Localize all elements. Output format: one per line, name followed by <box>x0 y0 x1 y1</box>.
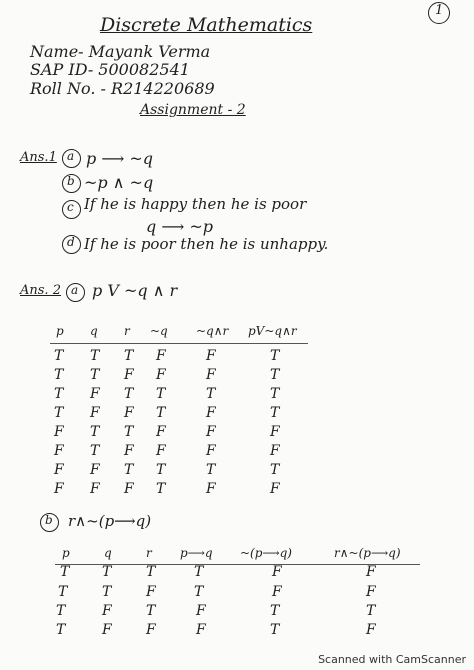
table-row <box>0 481 474 497</box>
table-cell: T <box>54 386 64 402</box>
table-cell: T <box>54 405 64 421</box>
table-cell: F <box>124 367 134 383</box>
header-cell: q <box>104 546 112 560</box>
table-row <box>0 386 474 402</box>
table-cell: F <box>156 348 166 364</box>
table-row <box>0 564 474 580</box>
table-cell: T <box>206 462 216 478</box>
sap-id: SAP ID- 500082541 <box>30 60 190 79</box>
table-cell: F <box>124 443 134 459</box>
table-cell: T <box>90 424 100 440</box>
table-row <box>0 405 474 421</box>
table-cell: T <box>146 564 156 580</box>
table-cell: T <box>270 603 280 619</box>
table-cell: F <box>102 622 112 638</box>
table-cell: T <box>270 462 280 478</box>
header-cell: r∧~(p⟶q) <box>334 546 401 560</box>
header-cell: p <box>62 546 70 560</box>
table-cell: F <box>366 584 376 600</box>
header-cell: q <box>90 324 98 338</box>
table-cell: F <box>206 405 216 421</box>
table-cell: F <box>366 622 376 638</box>
table-cell: F <box>196 603 206 619</box>
header-cell: r <box>124 324 130 338</box>
table-cell: F <box>124 481 134 497</box>
table-cell: F <box>156 367 166 383</box>
answer1-label: Ans.1 <box>20 150 57 165</box>
ans2-part-a-mark: a <box>71 283 79 297</box>
answer1-part-c: If he is happy then he is poor <box>84 195 307 213</box>
table-cell: F <box>270 443 280 459</box>
table-row <box>0 584 474 600</box>
table-a-header <box>0 324 474 340</box>
header-cell: pV~q∧r <box>248 324 297 338</box>
table-cell: T <box>194 564 204 580</box>
table-cell: F <box>206 348 216 364</box>
table-cell: T <box>270 405 280 421</box>
answer1-part-a: p ⟶ ~q <box>86 149 153 168</box>
table-cell: F <box>124 405 134 421</box>
table-cell: T <box>194 584 204 600</box>
table-cell: F <box>272 584 282 600</box>
table-cell: F <box>90 405 100 421</box>
header-cell: ~q <box>150 324 168 338</box>
table-b-header <box>0 546 474 562</box>
table-cell: T <box>124 386 134 402</box>
answer1-part-b: ~p ∧ ~q <box>84 173 154 192</box>
header-cell: ~(p⟶q) <box>240 546 292 560</box>
table-cell: F <box>156 424 166 440</box>
table-cell: F <box>156 443 166 459</box>
table-cell: F <box>366 564 376 580</box>
table-cell: F <box>206 481 216 497</box>
table-cell: F <box>206 424 216 440</box>
table-cell: T <box>54 348 64 364</box>
table-cell: T <box>56 622 66 638</box>
part-b-expression: r∧~(p⟶q) <box>68 512 152 530</box>
table-cell: T <box>270 622 280 638</box>
answer1-contrapositive: q ⟶ ~p <box>146 217 213 236</box>
part-a-mark: a <box>67 149 75 163</box>
table-cell: F <box>272 564 282 580</box>
table-cell: T <box>156 405 166 421</box>
table-cell: T <box>90 443 100 459</box>
header-cell: r <box>146 546 152 560</box>
table-cell: F <box>146 584 156 600</box>
table-cell: T <box>146 603 156 619</box>
table-row <box>0 603 474 619</box>
part-b-mark: b <box>67 174 75 188</box>
table-cell: T <box>270 367 280 383</box>
scanner-watermark: Scanned with CamScanner <box>318 653 466 666</box>
table-cell: T <box>58 584 68 600</box>
table-row <box>0 443 474 459</box>
part-d-mark: d <box>67 235 75 249</box>
table-cell: F <box>270 481 280 497</box>
table-row <box>0 622 474 638</box>
table-cell: F <box>270 424 280 440</box>
table-cell: T <box>102 584 112 600</box>
table-a-header-rule <box>50 343 308 344</box>
table-cell: T <box>60 564 70 580</box>
table-cell: T <box>156 481 166 497</box>
table-cell: F <box>54 481 64 497</box>
header-cell: p <box>56 324 64 338</box>
table-cell: T <box>102 564 112 580</box>
ans2-part-b-mark: b <box>45 513 53 527</box>
table-cell: T <box>124 348 134 364</box>
table-cell: T <box>54 367 64 383</box>
table-cell: T <box>156 386 166 402</box>
table-cell: F <box>146 622 156 638</box>
table-cell: T <box>56 603 66 619</box>
table-cell: F <box>54 443 64 459</box>
table-cell: F <box>196 622 206 638</box>
table-cell: T <box>90 348 100 364</box>
table-cell: T <box>366 603 376 619</box>
header-cell: p⟶q <box>180 546 213 560</box>
table-cell: F <box>102 603 112 619</box>
table-cell: F <box>90 386 100 402</box>
roll-number: Roll No. - R214220689 <box>30 79 215 98</box>
table-cell: F <box>54 462 64 478</box>
answer1-part-d: If he is poor then he is unhappy. <box>84 235 329 253</box>
part-a-expression: p V ~q ∧ r <box>92 281 178 300</box>
table-row <box>0 424 474 440</box>
table-cell: T <box>124 462 134 478</box>
table-cell: F <box>90 481 100 497</box>
table-cell: F <box>54 424 64 440</box>
part-c-mark: c <box>67 200 74 214</box>
table-cell: T <box>90 367 100 383</box>
header-cell: ~q∧r <box>196 324 229 338</box>
table-row <box>0 348 474 364</box>
table-cell: T <box>270 348 280 364</box>
table-cell: T <box>270 386 280 402</box>
table-row <box>0 462 474 478</box>
table-cell: F <box>206 367 216 383</box>
table-cell: T <box>156 462 166 478</box>
page-title: Discrete Mathematics <box>100 14 313 36</box>
answer2-label: Ans. 2 <box>20 283 61 298</box>
table-cell: F <box>90 462 100 478</box>
page-number: 1 <box>435 3 444 18</box>
student-name: Name- Mayank Verma <box>30 42 211 61</box>
table-cell: F <box>206 443 216 459</box>
table-cell: T <box>124 424 134 440</box>
table-cell: T <box>206 386 216 402</box>
assignment-title: Assignment - 2 <box>140 102 246 118</box>
table-row <box>0 367 474 383</box>
